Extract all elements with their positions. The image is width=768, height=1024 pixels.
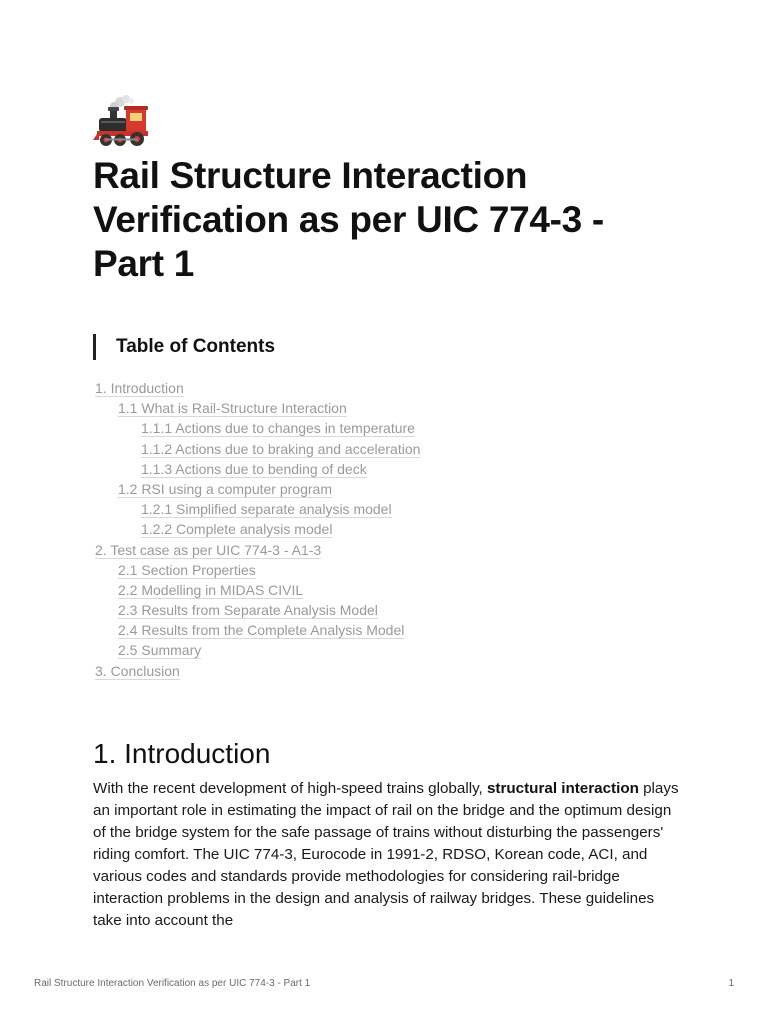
toc-item xyxy=(95,378,420,398)
toc-link[interactable]: 2. Test case as per UIC 774-3 - A1-3 xyxy=(95,541,322,558)
toc-item xyxy=(95,640,420,660)
toc-link[interactable]: 2.3 Results from Separate Analysis Model xyxy=(118,602,378,619)
toc-item xyxy=(95,439,420,459)
page-number: 1 xyxy=(728,978,734,989)
toc-link[interactable]: 3. Conclusion xyxy=(95,662,180,679)
toc-link[interactable]: 1.2 RSI using a computer program xyxy=(118,480,332,497)
toc-item xyxy=(95,580,420,600)
toc-item xyxy=(95,661,420,681)
section-heading-introduction: 1. Introduction xyxy=(93,738,271,769)
toc-link[interactable]: 1.2.1 Simplified separate analysis model xyxy=(141,501,392,518)
toc-item xyxy=(95,540,420,560)
toc-link[interactable]: 1.1.3 Actions due to bending of deck xyxy=(141,460,367,477)
toc-link[interactable]: 1.2.2 Complete analysis model xyxy=(141,521,333,538)
toc-link[interactable]: 2.2 Modelling in MIDAS CIVIL xyxy=(118,581,304,598)
steam-locomotive-icon xyxy=(93,94,149,148)
introduction-paragraph xyxy=(93,778,683,932)
toc-link[interactable]: 2.5 Summary xyxy=(118,642,202,659)
toc-link[interactable]: 1. Introduction xyxy=(95,380,184,396)
toc-link[interactable]: 2.4 Results from the Complete Analysis Model xyxy=(118,622,405,639)
toc-item xyxy=(95,499,420,519)
table-of-contents xyxy=(95,378,420,681)
toc-link[interactable]: 1.1.1 Actions due to changes in temperature xyxy=(141,420,415,437)
toc-item xyxy=(95,459,420,479)
toc-item xyxy=(95,418,420,438)
toc-item xyxy=(95,398,420,418)
toc-item xyxy=(95,620,420,640)
toc-item xyxy=(95,519,420,539)
paragraph-text: plays an important role in estimating the impact of rail on the bridge and the optimum design of the bridge system for the safe passage of trains without disturbing the passengers' riding comfort. The UIC 774-3, Eurocode in 1991-2, RDSO, Korean code, ACI, and various codes and standards provide methodologies for considering rail-bridge interaction problems in the design and analysis of railway bridges. These guidelines take into account the xyxy=(93,780,679,929)
toc-item xyxy=(95,600,420,620)
toc-heading: Table of Contents xyxy=(93,334,275,360)
toc-link[interactable]: 2.1 Section Properties xyxy=(118,561,256,578)
bold-term: structural interaction xyxy=(486,780,639,797)
toc-item xyxy=(95,560,420,580)
toc-link[interactable]: 1.1.2 Actions due to braking and acceleration xyxy=(141,440,421,457)
toc-item xyxy=(95,479,420,499)
document-title: Rail Structure Interaction Verification as per UIC 774-3 - Part 1 xyxy=(93,155,604,284)
footer-title: Rail Structure Interaction Verification as per UIC 774-3 - Part 1 xyxy=(34,978,311,989)
toc-link[interactable]: 1.1 What is Rail-Structure Interaction xyxy=(118,400,347,417)
paragraph-text: With the recent development of high-speed trains globally, xyxy=(93,780,487,797)
